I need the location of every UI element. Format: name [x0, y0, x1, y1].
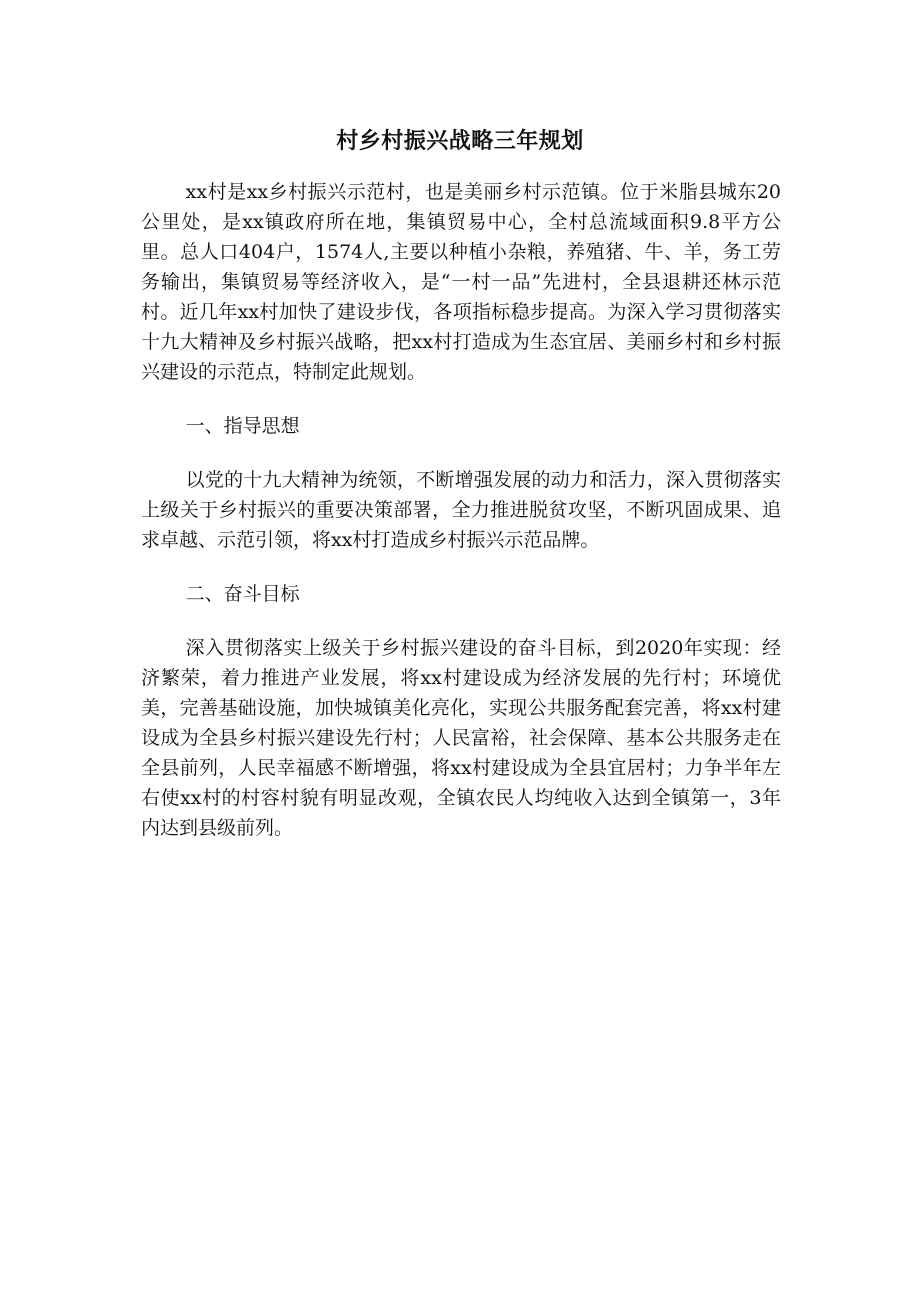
document-title: 村乡村振兴战略三年规划	[336, 129, 584, 154]
document-body	[141, 177, 781, 867]
intro-paragraph: xx村是xx乡村振兴示范村，也是美丽乡村示范镇。位于米脂县城东20公里处，是xx镇政府所在地，集镇贸易中心，全村总流域面积9.8平方公里。总人口404户，1574人,主要以种植小杂粮，养殖猪、牛、羊，务工劳务输出，集镇贸易等经济收入，是“一村一品”先进村，全县退耕还林示范村。近几年xx村加快了建设步伐，各项指标稳步提高。为深入学习贯彻落实十九大精神及乡村振兴战略，把xx村打造成为生态宜居、美丽乡村和乡村振兴建设的示范点，特制定此规划。	[141, 181, 781, 383]
section-heading-goals: 二、奋斗目标	[185, 583, 300, 605]
guiding-ideology-paragraph: 以党的十九大精神为统领，不断增强发展的动力和活力，深入贯彻落实上级关于乡村振兴的重要决策部署，全力推进脱贫攻坚，不断巩固成果、追求卓越、示范引领，将xx村打造成乡村振兴示范品牌。	[141, 469, 781, 551]
goals-paragraph: 深入贯彻落实上级关于乡村振兴建设的奋斗目标，到2020年实现：经济繁荣，着力推进产业发展，将xx村建设成为经济发展的先行村；环境优美，完善基础设施，加快城镇美化亮化，实现公共服务配套完善，将xx村建设成为全县乡村振兴建设先行村；人民富裕，社会保障、基本公共服务走在全县前列，人民幸福感不断增强，将xx村建设成为全县宜居村；力争半年左右使xx村的村容村貌有明显改观，全镇农民人均纯收入达到全镇第一，3年内达到县级前列。	[141, 637, 781, 839]
section-heading-guiding-ideology: 一、指导思想	[185, 415, 300, 437]
